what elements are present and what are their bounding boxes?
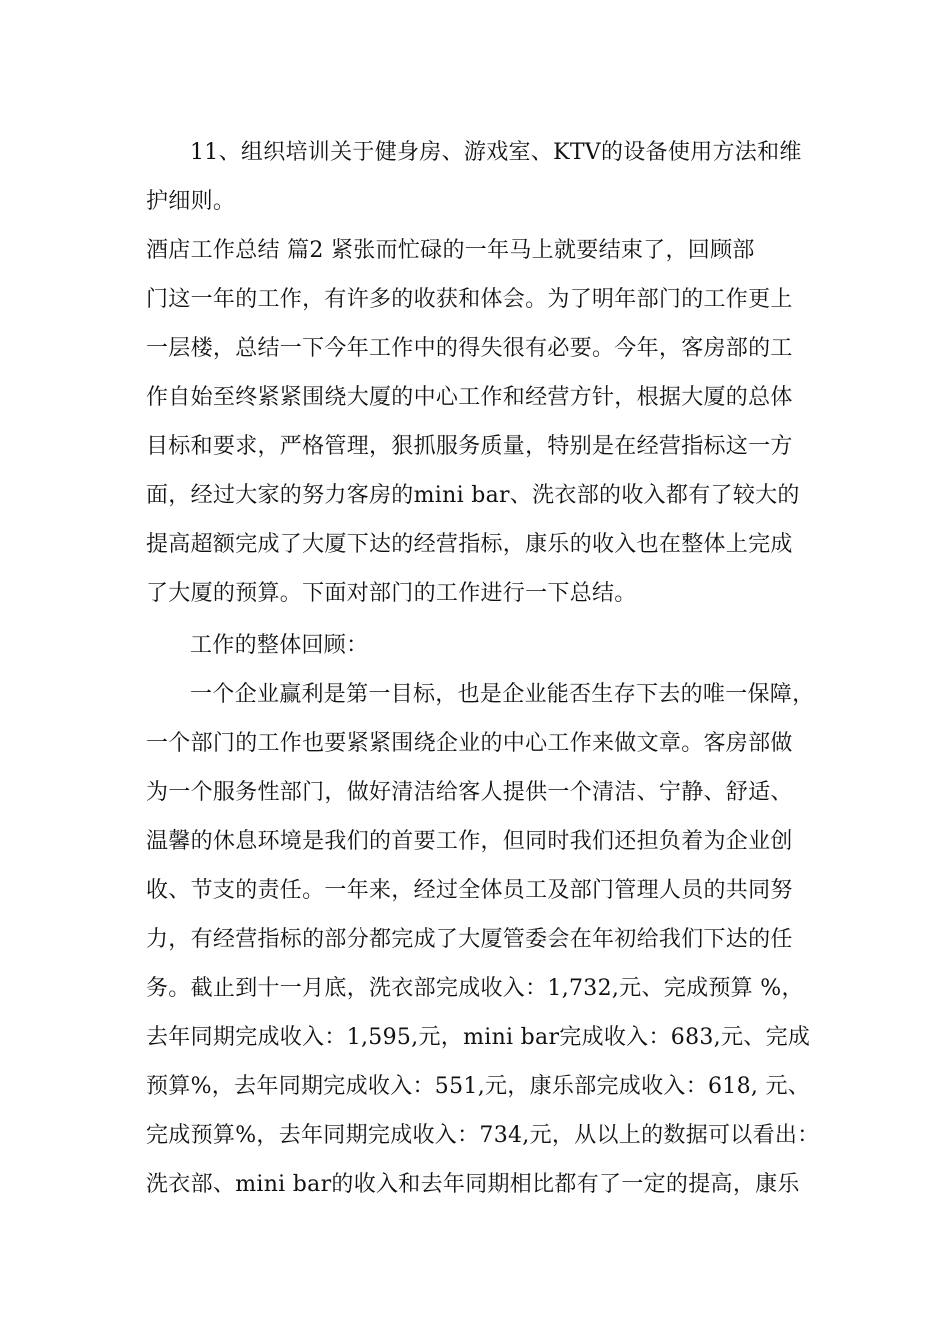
text-line-22: 洗衣部、mini bar的收入和去年同期相比都有了一定的提高，康乐 <box>146 1172 800 1197</box>
text-line-18: 务。截止到十一月底，洗衣部完成收入：1,732,元、完成预算 %， <box>146 976 804 1001</box>
text-line-14: 为一个服务性部门，做好清洁给客人提供一个清洁、宁静、舒适、 <box>146 780 793 805</box>
text-line-13: 一个部门的工作也要紧紧围绕企业的中心工作来做文章。客房部做 <box>146 731 793 756</box>
text-line-17: 力，有经营指标的部分都完成了大厦管委会在年初给我们下达的任 <box>146 927 793 952</box>
text-line-5: 一层楼，总结一下今年工作中的得失很有必要。今年，客房部的工 <box>146 336 793 361</box>
text-line-4: 门这一年的工作，有许多的收获和体会。为了明年部门的工作更上 <box>146 287 793 312</box>
text-line-7: 目标和要求，严格管理，狠抓服务质量，特别是在经营指标这一方 <box>146 434 793 459</box>
section-heading: 工作的整体回顾： <box>190 633 369 658</box>
text-line-21: 完成预算%，去年同期完成收入：734,元，从以上的数据可以看出： <box>146 1123 820 1148</box>
text-line-1: 11、组织培训关于健身房、游戏室、KTV的设备使用方法和维 <box>190 140 802 165</box>
text-line-6: 作自始至终紧紧围绕大厦的中心工作和经营方针，根据大厦的总体 <box>146 385 793 410</box>
text-line-16: 收、节支的责任。一年来，经过全体员工及部门管理人员的共同努 <box>146 878 793 903</box>
text-line-20: 预算%，去年同期完成收入：551,元，康乐部完成收入：618, 元、 <box>146 1074 811 1099</box>
text-line-9: 提高超额完成了大厦下达的经营指标，康乐的收入也在整体上完成 <box>146 532 793 557</box>
text-line-15: 温馨的休息环境是我们的首要工作，但同时我们还担负着为企业创 <box>146 829 793 854</box>
text-line-3: 酒店工作总结 篇2 紧张而忙碌的一年马上就要结束了，回顾部 <box>146 238 755 263</box>
text-line-19: 去年同期完成收入：1,595,元，mini bar完成收入：683,元、完成 <box>146 1025 811 1050</box>
text-line-10: 了大厦的预算。下面对部门的工作进行一下总结。 <box>146 581 637 606</box>
text-line-8: 面，经过大家的努力客房的mini bar、洗衣部的收入都有了较大的 <box>146 483 800 508</box>
text-line-12: 一个企业赢利是第一目标，也是企业能否生存下去的唯一保障， <box>190 682 815 707</box>
text-line-2: 护细则。 <box>146 189 236 214</box>
